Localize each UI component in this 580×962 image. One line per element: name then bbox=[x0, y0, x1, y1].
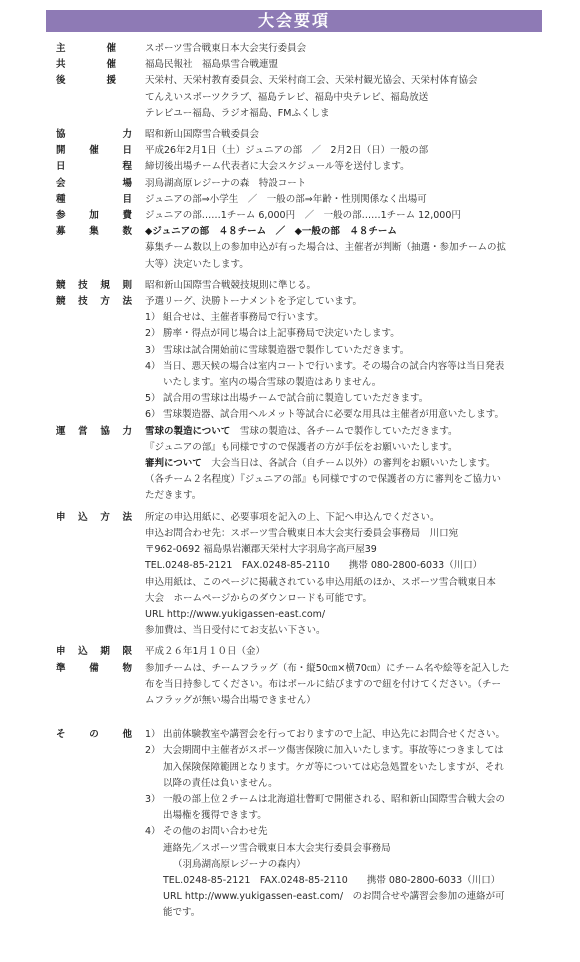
contact-text: 能です。 bbox=[163, 907, 201, 919]
row-text: ジュニアの部⇒小学生 ／ 一般の部⇒年齢・性別関係なく出場可 bbox=[145, 193, 427, 205]
row-label: 参加費 bbox=[56, 210, 132, 222]
row-label: 競技規則 bbox=[56, 279, 132, 291]
row-venue bbox=[0, 176, 580, 192]
row-label: 募集数 bbox=[56, 226, 132, 238]
row-cooperation bbox=[0, 127, 580, 143]
row-schedule bbox=[0, 159, 580, 175]
row-operation-support bbox=[0, 424, 580, 505]
row-text: 昭和新山国際雪合戦委員会 bbox=[145, 129, 260, 141]
row-text: ムフラッグが無い場合出場できません） bbox=[145, 694, 316, 706]
row-preparation bbox=[0, 661, 580, 710]
url-link[interactable]: URL http://www.yukigassen-east.com/ bbox=[145, 608, 326, 620]
row-deadline bbox=[0, 644, 580, 660]
row-text: てんえいスポーツクラブ、福島テレビ、福島中央テレビ、福島放送 bbox=[145, 91, 429, 103]
row-text: 締切後出場チーム代表者に大会スケジュール等を送付します。 bbox=[145, 161, 410, 173]
requirements-list bbox=[0, 41, 580, 922]
row-label: 運営協力 bbox=[56, 425, 132, 437]
row-text: 『ジュニアの部』も同様ですので保護者の方が手伝をお願いいたします。 bbox=[145, 441, 458, 453]
contact-text: TEL.0248-85-2121 FAX.0248-85-2110 携帯 080-2800-6033（川口） bbox=[163, 874, 501, 886]
row-text: 申込お問合わせ先：スポーツ雪合戦東日本大会実行委員会事務局 川口宛 bbox=[145, 527, 459, 539]
row-text: （各チーム２名程度）『ジュニアの部』も同様ですので保護者の方に審判をご協力い bbox=[145, 474, 502, 486]
row-text: 所定の申込用紙に、必要事項を記入の上、下記へ申込んでください。 bbox=[145, 511, 440, 523]
row-text: TEL.0248-85-2121 FAX.0248-85-2110 携帯 080-2800-6033（川口） bbox=[145, 560, 483, 572]
row-sponsors bbox=[0, 73, 580, 122]
row-text: ジュニアの部……1チーム 6,000円 ／ 一般の部……1チーム 12,000円 bbox=[145, 210, 461, 222]
row-label: 申込方法 bbox=[56, 511, 132, 523]
row-recruitment bbox=[0, 224, 580, 273]
row-fee bbox=[0, 208, 580, 224]
row-events bbox=[0, 192, 580, 208]
row-label: 日 程 bbox=[56, 161, 132, 173]
list-item-continuation: いたします。室内の場合雪球の製造はありません。 bbox=[163, 377, 382, 389]
row-label: 申込期限 bbox=[56, 646, 132, 658]
contact-url[interactable]: URL http://www.yukigassen-east.com/ のお問合せや講習会参加の連絡が可 bbox=[163, 891, 505, 903]
list-item: 6） 雪球製造器、試合用ヘルメット等試合に必要な用具は主催者が用意いたします。 bbox=[145, 409, 504, 421]
row-organizer bbox=[0, 41, 580, 57]
row-label: 会 場 bbox=[56, 177, 132, 189]
row-text: 参加チームは、チームフラッグ（布・縦50㎝×横70㎝）にチーム名や絵等を記入した bbox=[145, 662, 510, 674]
row-text: 布を当日持参してください。布はポールに結びますので紐を付けてください。（チー bbox=[145, 678, 502, 690]
row-text: ただきます。 bbox=[145, 490, 202, 502]
list-item: 2） 勝率・得点が同じ場合は上記事務局で決定いたします。 bbox=[145, 328, 400, 340]
row-application-method bbox=[0, 510, 580, 640]
row-text: ◆ジュニアの部 ４８チーム ／ ◆一般の部 ４８チーム bbox=[145, 226, 397, 238]
row-text: 羽鳥湖高原レジーナの森 特設コート bbox=[145, 177, 307, 189]
list-item: 2） 大会期間中主催者がスポーツ傷害保険に加入いたします。事故等につきましては bbox=[145, 745, 504, 757]
row-label: 種 目 bbox=[56, 193, 132, 205]
list-item: 1） 組合せは、主催者事務局で行います。 bbox=[145, 312, 324, 324]
contact-text: （羽鳥湖高原レジーナの森内） bbox=[173, 858, 306, 870]
list-item-continuation: 出場権を獲得できます。 bbox=[163, 810, 267, 822]
row-date bbox=[0, 143, 580, 159]
row-text: 福島民報社 福島県雪合戦連盟 bbox=[145, 59, 279, 71]
row-text: 大会当日は、各試合（自チーム以外）の審判をお願いいたします。 bbox=[201, 458, 496, 470]
row-text: 予選リーグ、決勝トーナメントを予定しています。 bbox=[145, 296, 362, 308]
row-label: 開催日 bbox=[56, 145, 132, 157]
list-item-continuation: 加入保険保障範囲となります。ケガ等については応急処置をいたしますが、それ bbox=[163, 761, 504, 773]
row-text: 参加費は、当日受付にてお支払い下さい。 bbox=[145, 625, 326, 637]
list-item: 3） 雪球は試合開始前に雪球製造器で製作していただきます。 bbox=[145, 344, 410, 356]
row-label: 競技方法 bbox=[56, 296, 132, 308]
row-text: スポーツ雪合戦東日本大会実行委員会 bbox=[145, 43, 307, 54]
row-text: 天栄村、天栄村教育委員会、天栄村商工会、天栄村観光協会、天栄村体育協会 bbox=[145, 75, 478, 87]
row-label: 準備物 bbox=[56, 662, 132, 674]
row-label: 共 催 bbox=[56, 59, 116, 71]
row-label: 後 援 bbox=[56, 75, 116, 87]
row-text: 平成２６年1月１０日（金） bbox=[145, 646, 266, 658]
row-co-organizer bbox=[0, 57, 580, 73]
list-item: 4） その他のお問い合わせ先 bbox=[145, 826, 268, 838]
referee-heading: 審判について bbox=[145, 458, 202, 470]
row-text: 募集チーム数以上の参加申込が有った場合は、主催者が判断（抽選・参加チームの拡 bbox=[145, 242, 507, 254]
page-title: 大会要項 bbox=[46, 10, 542, 32]
list-item: 5） 試合用の雪球は出場チームで試合前に製造していただきます。 bbox=[145, 393, 429, 405]
row-other bbox=[0, 727, 580, 921]
row-text: 申込用紙は、このページに掲載されている申込用紙のほか、スポーツ雪合戦東日本 bbox=[145, 576, 496, 588]
row-text: 雪球の製造は、各チームで製作していただきます。 bbox=[230, 425, 458, 437]
row-text: テレビユー福島、ラジオ福島、FMふくしま bbox=[145, 107, 330, 119]
row-label: 協 力 bbox=[56, 129, 132, 141]
row-text: 大等）決定いたします。 bbox=[145, 258, 249, 270]
row-text: 平成26年2月1日（土）ジュニアの部 ／ 2月2日（日）一般の部 bbox=[145, 145, 429, 157]
row-label: その他 bbox=[56, 729, 132, 741]
row-text: 〒962-0692 福島県岩瀬郡天栄村大字羽鳥字高戸屋39 bbox=[145, 544, 377, 556]
list-item: 3） 一般の部上位２チームは北海道壮瞥町で開催される、昭和新山国際雪合戦大会の bbox=[145, 793, 506, 805]
row-competition-method bbox=[0, 294, 580, 424]
snowball-heading: 雪球の製造について bbox=[145, 425, 231, 437]
row-label: 主 催 bbox=[56, 43, 116, 54]
row-text: 昭和新山国際雪合戦競技規則に準じる。 bbox=[145, 279, 317, 291]
row-text: 大会 ホームページからのダウンロードも可能です。 bbox=[145, 592, 373, 604]
row-rules bbox=[0, 278, 580, 294]
list-item: 1） 出前体験教室や講習会を行っておりますので上記、申込先にお問合せください。 bbox=[145, 729, 506, 741]
contact-text: 連絡先／スポーツ雪合戦東日本大会実行委員会事務局 bbox=[163, 842, 391, 854]
list-item-continuation: 以降の責任は負いません。 bbox=[163, 777, 278, 789]
list-item: 4） 当日、悪天候の場合は室内コートで行います。その場合の試合内容等は当日発表 bbox=[145, 360, 505, 372]
